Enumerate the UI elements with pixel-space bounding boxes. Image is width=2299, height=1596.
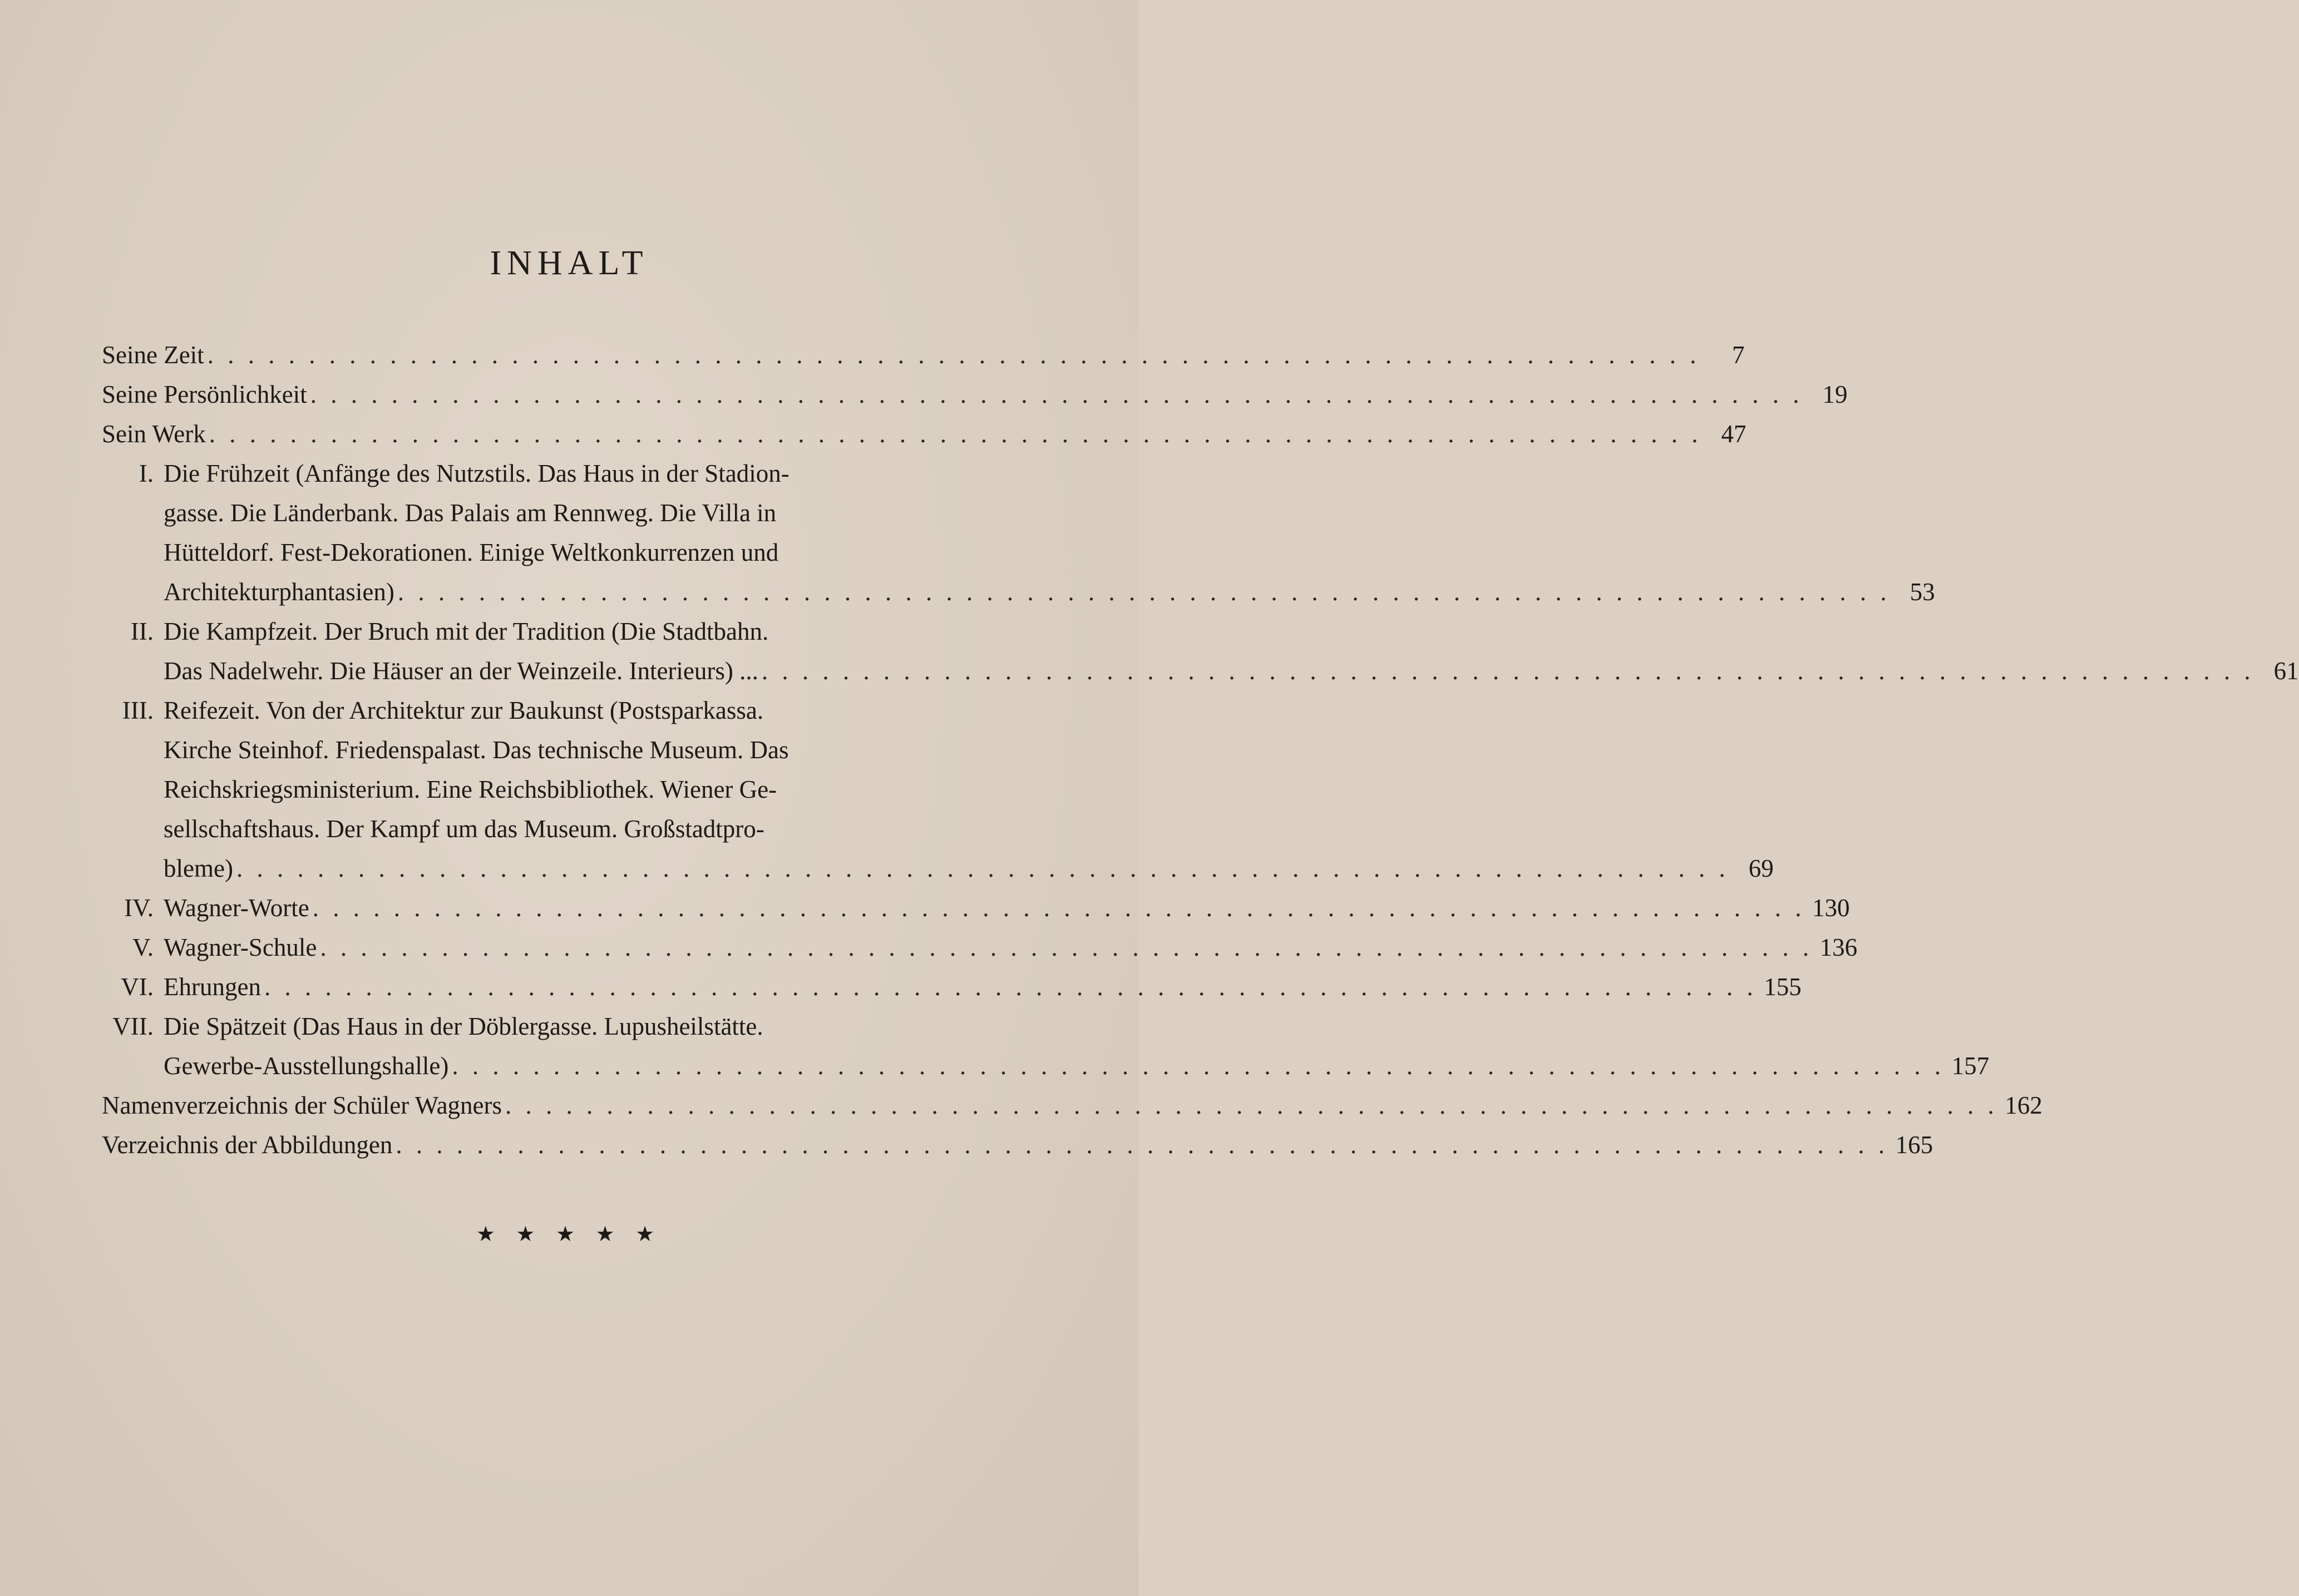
dot-leader: . . . . . . . . . . . . . . . . . . . . . . . . . . . . . . . . . . . . . . . . . . . . . . . . . . . . . . . . . . . . . . . . . . . . . . . . . . xyxy=(397,578,1891,606)
chapter-number: VII. xyxy=(112,1012,154,1040)
toc-entry-text: Architekturphantasien) xyxy=(164,578,394,606)
toc-entry-text: Die Frühzeit (Anfänge des Nutzstils. Das Haus in der Stadion- xyxy=(164,459,790,487)
toc-entry-line-last xyxy=(102,414,1747,454)
page-title: INHALT xyxy=(490,244,649,282)
toc-entry-line-last xyxy=(102,335,1745,375)
page-number: 155 xyxy=(1764,973,1802,1001)
dot-leader: . . . . . . . . . . . . . . . . . . . . . . . . . . . . . . . . . . . . . . . . . . . . . . . . . . . . . . . . . . . . . . . . . . . . . . . . . . xyxy=(310,381,1803,408)
toc-entry-line xyxy=(102,533,954,572)
toc-entry-text: Seine Persönlichkeit xyxy=(102,381,307,408)
toc-entry-text: Hütteldorf. Fest-Dekorationen. Einige Weltkonkurrenzen und xyxy=(164,538,779,566)
toc-entry[interactable] xyxy=(102,612,2299,691)
toc-entry[interactable] xyxy=(102,375,1848,414)
toc-entry-text: Ehrungen xyxy=(164,973,261,1001)
toc-entry[interactable] xyxy=(102,1007,1990,1086)
toc-entry-line-last xyxy=(102,967,1802,1007)
toc-entry-text: Reifezeit. Von der Architektur zur Baukunst (Postsparkassa. xyxy=(164,696,764,724)
toc-entry-line xyxy=(102,691,954,730)
dot-leader: . . . . . . . . . . . . . . . . . . . . . . . . . . . . . . . . . . . . . . . . . . . . . . . . . . . . . . . . . . . . . . . . . . . . . . . . . . xyxy=(312,894,1805,922)
chapter-number: I. xyxy=(139,459,154,487)
toc-entry-text: Sein Werk xyxy=(102,420,206,448)
toc-entry[interactable] xyxy=(102,335,1745,375)
table-of-contents xyxy=(102,335,2299,1165)
page-number: 47 xyxy=(1721,420,1747,448)
dot-leader: . . . . . . . . . . . . . . . . . . . . . . . . . . . . . . . . . . . . . . . . . . . . . . . . . . . . . . . . . . . . . . . . . . . . . . . . . . xyxy=(207,341,1700,369)
toc-entry[interactable] xyxy=(102,414,1747,454)
toc-entry-text: sellschaftshaus. Der Kampf um das Museum. Großstadtpro- xyxy=(164,815,764,843)
toc-entry[interactable] xyxy=(102,888,1850,928)
page-number: 69 xyxy=(1748,854,1774,882)
toc-entry-text: Die Spätzeit (Das Haus in der Döblergasse. Lupusheilstätte. xyxy=(164,1012,763,1040)
toc-entry[interactable] xyxy=(102,967,1802,1007)
toc-entry-text: Die Kampfzeit. Der Bruch mit der Tradition (Die Stadtbahn. xyxy=(164,617,769,645)
toc-entry-line-last xyxy=(102,888,1850,928)
toc-entry-line xyxy=(102,1007,954,1046)
toc-entry-line-last xyxy=(102,928,1858,967)
chapter-number: IV. xyxy=(124,894,154,922)
dot-leader: . . . . . . . . . . . . . . . . . . . . . . . . . . . . . . . . . . . . . . . . . . . . . . . . . . . . . . . . . . . . . . . . . . . . . . . . . . xyxy=(209,420,1702,448)
toc-entry-text: Das Nadelwehr. Die Häuser an der Weinzeile. Interieurs) ... xyxy=(164,657,758,685)
page-number: 19 xyxy=(1822,381,1848,408)
toc-entry-text: gasse. Die Länderbank. Das Palais am Rennweg. Die Villa in xyxy=(164,499,777,527)
toc-entry-text: Wagner-Worte xyxy=(164,894,309,922)
toc-entry-line xyxy=(102,454,954,493)
dot-leader: . . . . . . . . . . . . . . . . . . . . . . . . . . . . . . . . . . . . . . . . . . . . . . . . . . . . . . . . . . . . . . . . . . . . . . . . . . xyxy=(761,657,2254,685)
page-number: 136 xyxy=(1819,933,1858,961)
toc-entry-text: Wagner-Schule xyxy=(164,933,317,961)
page-number: 162 xyxy=(2005,1091,2043,1119)
toc-entry-line xyxy=(102,493,954,533)
toc-entry-line-last xyxy=(102,375,1848,414)
toc-entry[interactable] xyxy=(102,454,1935,612)
toc-entry[interactable] xyxy=(102,1086,2043,1125)
toc-entry-line-last xyxy=(102,849,1774,888)
toc-entry-line-last xyxy=(102,1086,2043,1125)
toc-entry-line-last xyxy=(102,572,1935,612)
page-number: 53 xyxy=(1910,578,1935,606)
toc-entry-line xyxy=(102,612,954,651)
chapter-number: III. xyxy=(122,696,154,724)
toc-entry[interactable] xyxy=(102,928,1858,967)
toc-entry-line-last xyxy=(102,651,2299,691)
page-number: 7 xyxy=(1731,341,1745,369)
dot-leader: . . . . . . . . . . . . . . . . . . . . . . . . . . . . . . . . . . . . . . . . . . . . . . . . . . . . . . . . . . . . . . . . . . . . . . . . . . xyxy=(236,854,1729,882)
toc-entry-text: Verzeichnis der Abbildungen xyxy=(102,1131,393,1159)
toc-entry-text: bleme) xyxy=(164,854,233,882)
toc-entry-text: Seine Zeit xyxy=(102,341,204,369)
dot-leader: . . . . . . . . . . . . . . . . . . . . . . . . . . . . . . . . . . . . . . . . . . . . . . . . . . . . . . . . . . . . . . . . . . . . . . . . . . xyxy=(396,1131,1889,1159)
dot-leader: . . . . . . . . . . . . . . . . . . . . . . . . . . . . . . . . . . . . . . . . . . . . . . . . . . . . . . . . . . . . . . . . . . . . . . . . . . xyxy=(452,1052,1945,1080)
toc-entry[interactable] xyxy=(102,691,1774,888)
toc-entry-line xyxy=(102,809,954,849)
toc-entry-text: Reichskriegsministerium. Eine Reichsbibliothek. Wiener Ge- xyxy=(164,775,777,803)
page-number: 61 xyxy=(2273,657,2299,685)
toc-entry-line-last xyxy=(102,1125,1933,1165)
dot-leader: . . . . . . . . . . . . . . . . . . . . . . . . . . . . . . . . . . . . . . . . . . . . . . . . . . . . . . . . . . . . . . . . . . . . . . . . . . xyxy=(505,1091,1998,1119)
toc-entry-line xyxy=(102,730,954,770)
page-number: 157 xyxy=(1951,1052,1990,1080)
ornament-stars: ★ ★ ★ ★ ★ xyxy=(476,1223,663,1246)
toc-entry-line-last xyxy=(102,1046,1990,1086)
toc-entry[interactable] xyxy=(102,1125,1933,1165)
toc-entry-text: Namenverzeichnis der Schüler Wagners xyxy=(102,1091,502,1119)
page-number: 165 xyxy=(1895,1131,1933,1159)
toc-entry-text: Kirche Steinhof. Friedenspalast. Das technische Museum. Das xyxy=(164,736,789,764)
dot-leader: . . . . . . . . . . . . . . . . . . . . . . . . . . . . . . . . . . . . . . . . . . . . . . . . . . . . . . . . . . . . . . . . . . . . . . . . . . xyxy=(264,973,1757,1001)
page-number: 130 xyxy=(1812,894,1850,922)
chapter-number: VI. xyxy=(121,973,154,1001)
chapter-number: II. xyxy=(130,617,154,645)
toc-entry-line xyxy=(102,770,954,809)
toc-entry-text: Gewerbe-Ausstellungshalle) xyxy=(164,1052,449,1080)
chapter-number: V. xyxy=(132,933,154,961)
dot-leader: . . . . . . . . . . . . . . . . . . . . . . . . . . . . . . . . . . . . . . . . . . . . . . . . . . . . . . . . . . . . . . . . . . . . . . . . . . xyxy=(320,933,1813,961)
